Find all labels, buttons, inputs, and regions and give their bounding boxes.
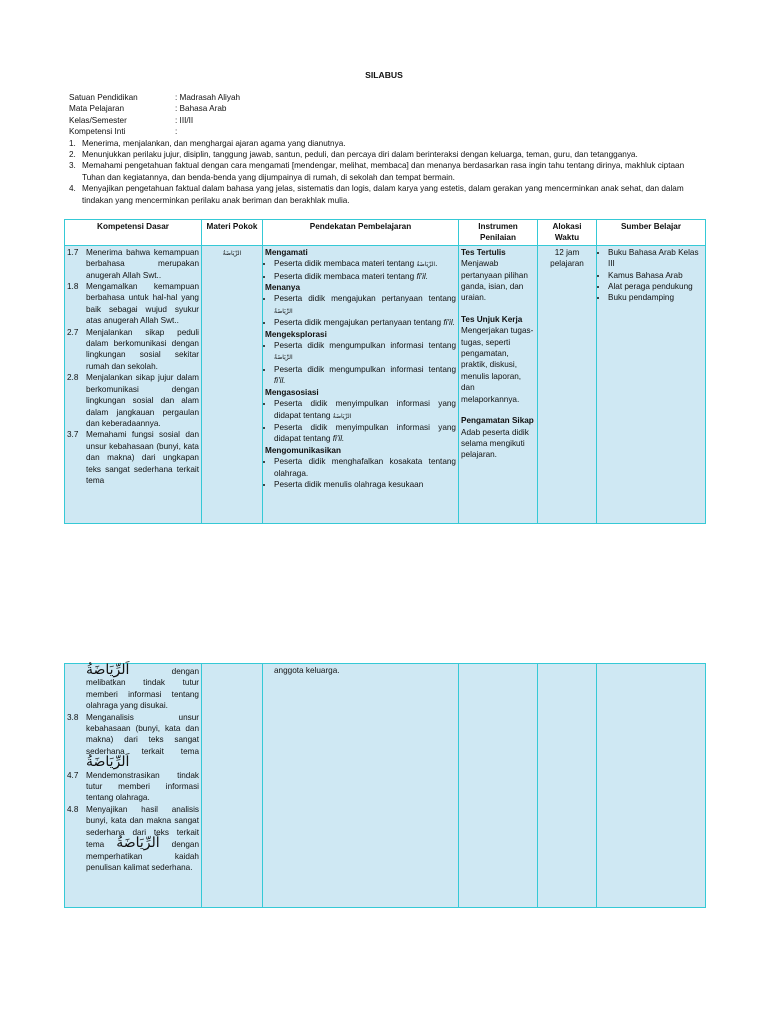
kd-number: 2.7 <box>67 327 79 337</box>
kd-number: 1.7 <box>67 247 79 257</box>
ki-number: 1. <box>69 138 76 148</box>
step-mengamati: Mengamati <box>265 247 308 257</box>
kd-text: Menjalankan sikap peduli dalam berkomunikasi dengan lingkungan sosial sekitar rumah dan sekolah. <box>86 327 199 371</box>
kd-number: 3.7 <box>67 430 79 440</box>
kompetensi-inti-list <box>69 138 709 206</box>
ki-number: 2. <box>69 150 76 160</box>
table-row <box>65 664 706 908</box>
kd-number: 4.7 <box>67 770 79 780</box>
header-materi-pokok: Materi Pokok <box>202 220 263 246</box>
kd-item <box>67 804 199 873</box>
header-sumber: Sumber Belajar <box>597 220 706 246</box>
kd-item <box>67 281 199 327</box>
kd-item <box>67 372 199 429</box>
header-pendekatan: Pendekatan Pembelajaran <box>263 220 459 246</box>
list-item: • Peserta didik menulis olahraga kesukaan <box>274 479 456 490</box>
tes-tertulis-text: Menjawab pertanyaan pilihan ganda, isian, dan uraian. <box>461 259 528 303</box>
list-item: • Alat peraga pendukung <box>608 281 703 292</box>
alokasi-cell <box>538 664 597 908</box>
ki-number: 4. <box>69 184 76 194</box>
arabic-theme: اَلرِّيَاضَةُ <box>116 835 160 852</box>
item-text: Peserta didik menyimpulkan informasi yang didapat tentang <box>274 399 456 420</box>
materi-cell <box>202 245 263 523</box>
kd-text: Memahami fungsi sosial dan unsur kebahasaan (bunyi, kata dan makna) dari ungkapan teks sangat sederhana terkait tema <box>86 430 199 485</box>
list-item <box>274 364 456 387</box>
ki-text: Memahami pengetahuan faktual dengan cara mengamati [mendengar, melihat, membaca] dan menanya berdasarkan rasa ingin tahu tentang dirinya, makhluk ciptaan Tuhan dan kegiatannya, dan benda-benda yang dijumpainya di rumah, di sekolah dan tempat bermain. <box>82 161 685 182</box>
step-mengasosiasi: Mengasosiasi <box>265 387 319 397</box>
pengamatan-sikap-title: Pengamatan Sikap <box>461 416 534 426</box>
fiil-term: fi'il. <box>332 434 345 444</box>
arabic-term: الرِّيَاضَةُ <box>274 307 293 315</box>
kd-number: 4.8 <box>67 804 79 814</box>
kd-number: 1.8 <box>67 282 79 292</box>
tes-tertulis-title: Tes Tertulis <box>461 247 506 257</box>
list-item <box>274 398 456 422</box>
materi-arabic-text: الرِّيَاضَةُ <box>222 249 242 257</box>
item-text: Peserta didik mengajukan pertanyaan tentang <box>274 294 456 304</box>
info-label: Mata Pelajaran <box>69 104 125 114</box>
item-text: Peserta didik membaca materi tentang <box>274 259 415 269</box>
pendekatan-cell <box>263 245 459 523</box>
table-row <box>65 245 706 523</box>
kd-cont-text: dengan melibatkan tindak tutur memberi informasi tentang olahraga yang disukai. <box>86 667 199 711</box>
pendekatan-cell <box>263 664 459 908</box>
list-item: • Peserta didik menghafalkan kosakata tentang olahraga. <box>274 456 456 479</box>
fiil-term: fi'il. <box>443 318 455 328</box>
info-value: : <box>175 127 178 137</box>
ki-item <box>69 160 709 183</box>
komunikasi-list <box>265 456 456 490</box>
info-value: : Madrasah Aliyah <box>175 93 241 102</box>
arabic-term: الرِّيَاضَةُ <box>274 354 293 362</box>
info-value: : III/II <box>175 115 194 125</box>
header-instrumen: Instrumen Penilaian <box>459 220 538 246</box>
ki-item <box>69 183 709 206</box>
info-label: Kelas/Semester <box>69 115 127 125</box>
list-item: • Kamus Bahasa Arab <box>608 270 703 281</box>
header-kompetensi-dasar: Kompetensi Dasar <box>65 220 202 246</box>
info-label: Satuan Pendidikan <box>69 93 138 102</box>
list-item <box>274 271 456 282</box>
kd-text: Menerima bahwa kemampuan berbahasa merupakan anugerah Allah Swt.. <box>86 247 199 280</box>
info-row-ki <box>69 126 709 137</box>
info-label: Kompetensi Inti <box>69 127 126 137</box>
instrumen-cell <box>459 245 538 523</box>
table-header-row <box>65 220 706 246</box>
alokasi-cell: 12 jam pelajaran <box>538 245 597 523</box>
pengamatan-sikap-text: Adab peserta didik selama mengikuti pelajaran. <box>461 427 529 460</box>
arabic-term: الرِّيَاضَةُ <box>332 412 352 420</box>
info-value: : Bahasa Arab <box>175 104 227 114</box>
mengamati-list <box>265 258 456 282</box>
kd-item <box>67 770 199 804</box>
eksplorasi-list <box>265 340 456 387</box>
arabic-theme: اَلرِّيَاضَةُ <box>86 754 130 771</box>
arabic-term: الرِّيَاضَةُ <box>416 261 436 269</box>
instrumen-cell <box>459 664 538 908</box>
item-text: Peserta didik mengumpulkan informasi tentang <box>274 364 456 374</box>
kd-text <box>86 712 199 770</box>
kd-text-body: Menganalisis unsur kebahasaan (bunyi, kata dan makna) dari teks sangat sederhana terkait tema <box>86 712 199 756</box>
step-menanya: Menanya <box>265 283 301 293</box>
header-alokasi: Alokasi Waktu <box>538 220 597 246</box>
komunikasi-continuation: anggota keluarga. <box>274 666 340 675</box>
kd-cont-text: dengan memperhatikan kaidah penulisan kalimat sederhana. <box>86 840 199 872</box>
kd-cell <box>65 245 202 523</box>
kd-item <box>67 327 199 373</box>
step-mengeksplorasi: Mengeksplorasi <box>265 329 327 339</box>
identity-block <box>69 92 709 206</box>
sumber-list <box>599 247 703 304</box>
kd-item <box>67 247 199 281</box>
ki-item <box>69 138 709 149</box>
tes-unjuk-kerja-title: Tes Unjuk Kerja <box>461 314 523 324</box>
item-text: Peserta didik mengumpulkan informasi tentang <box>274 341 456 351</box>
kd-number: 2.8 <box>67 373 79 383</box>
item-text: Peserta didik membaca materi tentang <box>274 271 415 281</box>
ki-text: Menerima, menjalankan, dan menghargai ajaran agama yang dianutnya. <box>82 138 346 148</box>
ki-number: 3. <box>69 161 76 171</box>
kd-text: Menjalankan sikap jujur dalam berkomunikasi dengan lingkungan sosial dan alam dalam jangkauan pergaulan dan keberadaannya. <box>86 373 199 428</box>
info-row-satuan <box>69 92 709 103</box>
list-item <box>274 317 456 328</box>
ki-text: Menyajikan pengetahuan faktual dalam bahasa yang jelas, sistematis dan logis, dalam karya yang estetis, dalam gerakan yang mencerminkan anak sehat, dan dalam tindakan yang mencerminkan perilaku anak beriman dan berakhlak mulia. <box>82 184 684 205</box>
fiil-term: fi'il. <box>416 271 429 281</box>
info-row-kelas <box>69 115 709 126</box>
sumber-cell <box>597 664 706 908</box>
list-item <box>274 340 456 364</box>
kd-item <box>67 662 199 712</box>
materi-cell <box>202 664 263 908</box>
kd-text: Mendemonstrasikan tindak tutur memberi informasi tentang olahraga. <box>86 770 199 803</box>
step-mengomunikasikan: Mengomunikasikan <box>265 445 341 455</box>
menanya-list <box>265 293 456 328</box>
ki-text: Menunjukkan perilaku jujur, disiplin, tanggung jawab, santun, peduli, dan percaya diri dalam berinteraksi dengan keluarga, teman, guru, dan tetangganya. <box>82 150 638 160</box>
arabic-theme: اَلرِّيَاضَةُ <box>86 662 130 678</box>
kd-text-body: Menyajikan hasil analisis bunyi, kata dan makna sangat sederhana dari teks terkait tema <box>86 804 199 850</box>
kd-text: Mengamalkan kemampuan berbahasa untuk hal-hal yang baik sebagai wujud syukur atas anugerah Allah Swt.. <box>86 282 199 326</box>
list-item <box>274 293 456 317</box>
kd-number: 3.8 <box>67 712 79 722</box>
kd-text <box>86 662 199 712</box>
syllabus-table-page-1 <box>64 219 706 524</box>
list-item: • Peserta didik membaca materi tentang الرِّيَاضَةُ. <box>274 258 456 270</box>
info-row-mapel <box>69 103 709 114</box>
tes-unjuk-kerja-text: Mengerjakan tugas-tugas, seperti pengamatan, praktik, diskusi, menulis laporan, dan melaporkannya. <box>461 326 534 404</box>
kd-cell <box>65 664 202 908</box>
kd-text <box>86 804 199 873</box>
kd-item <box>67 712 199 770</box>
sumber-cell <box>597 245 706 523</box>
list-item <box>274 422 456 445</box>
item-text: Peserta didik mengajukan pertanyaan tentang <box>274 318 442 328</box>
kd-item <box>67 429 199 486</box>
syllabus-table-page-2 <box>64 663 706 908</box>
asosiasi-list <box>265 398 456 445</box>
list-item: • Buku pendamping <box>608 292 703 303</box>
list-item: • Buku Bahasa Arab Kelas III <box>608 247 703 270</box>
document-title: SILABUS <box>365 70 403 80</box>
fiil-term: fi'il. <box>274 376 286 386</box>
item-text: Peserta didik menyimpulkan informasi yang didapat tentang <box>274 422 456 444</box>
ki-item <box>69 149 709 160</box>
